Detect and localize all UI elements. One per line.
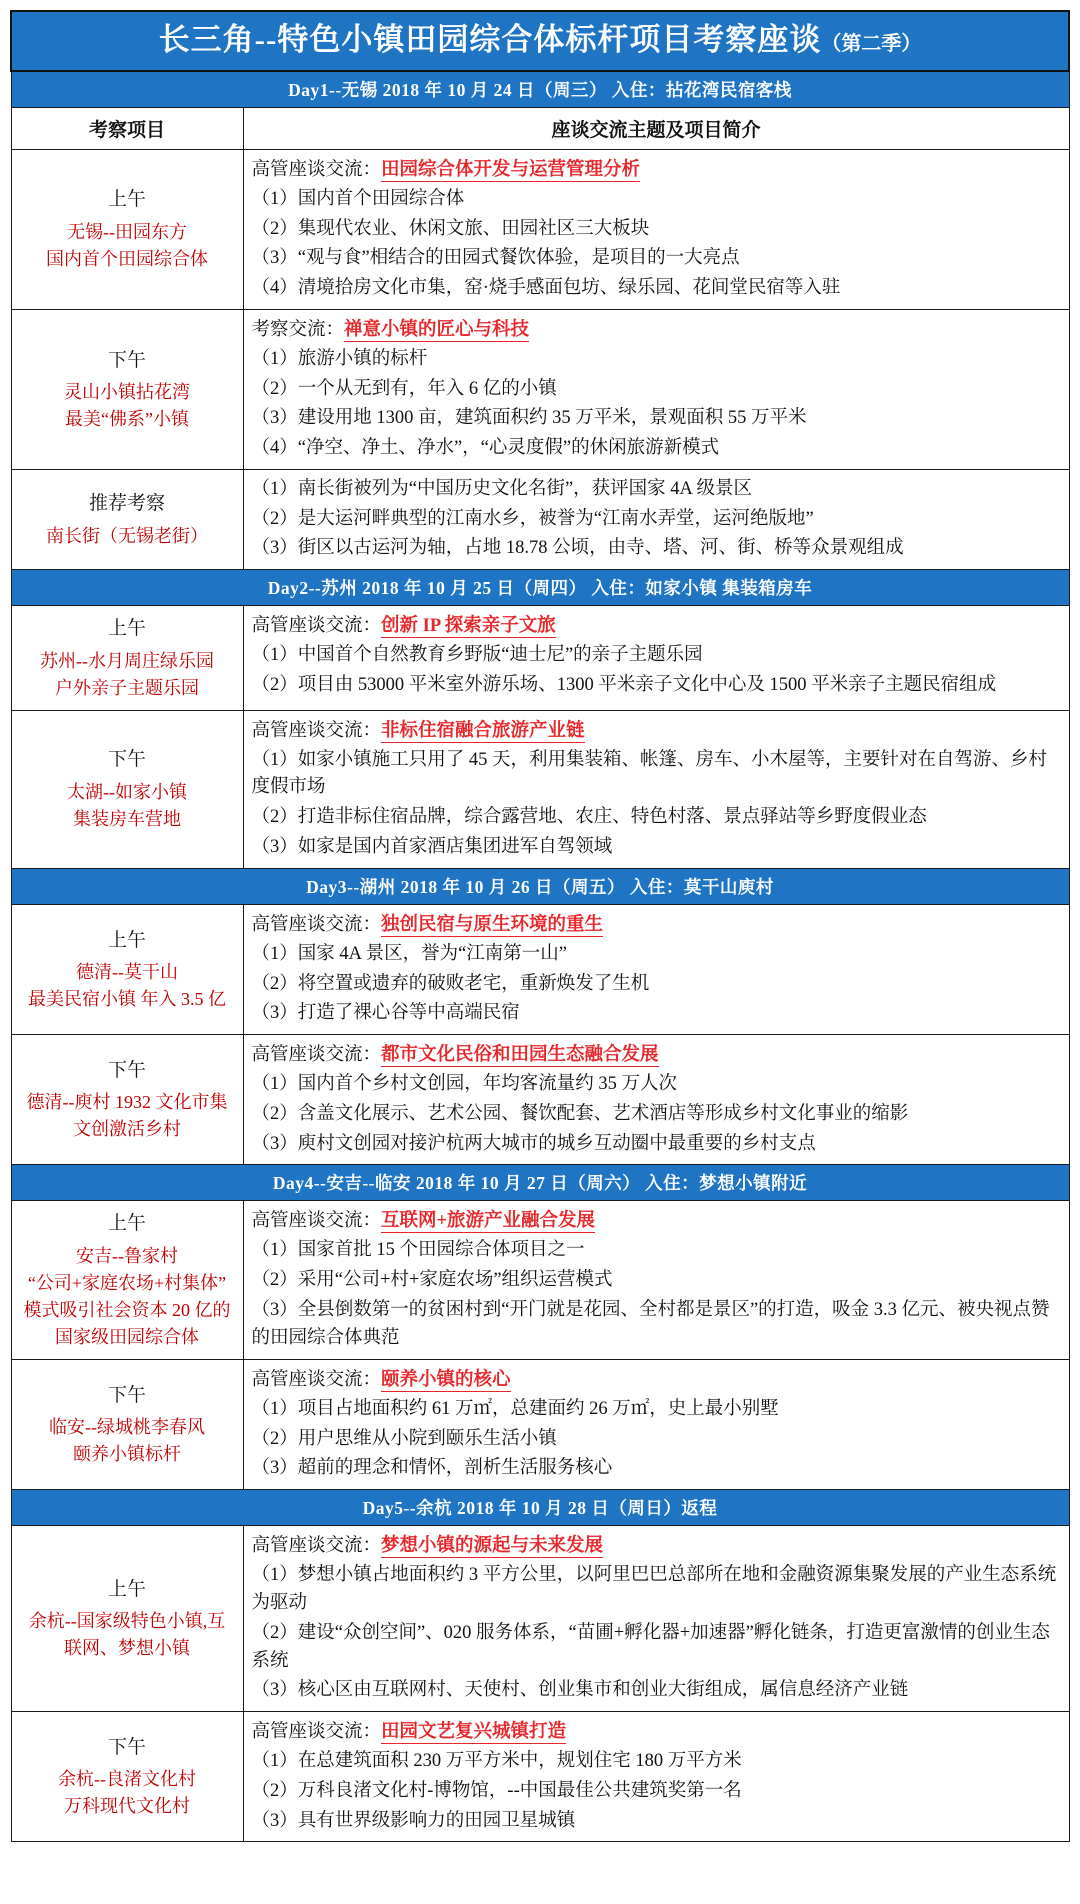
- content-topic: 创新 IP 探索亲子文旅: [381, 616, 556, 637]
- content-item-list: [252, 1562, 1061, 1705]
- session-place: 无锡--田园东方 国内首个田园综合体: [46, 221, 208, 269]
- session-content-cell: [243, 1712, 1069, 1842]
- session-cell: [11, 149, 243, 309]
- session-content-cell: [243, 1201, 1069, 1359]
- session-cell: [11, 710, 243, 868]
- session-content-cell: [243, 149, 1069, 309]
- table-row: [11, 1526, 1069, 1712]
- content-item: （2）万科良渚文化村-博物馆，--中国最佳公共建筑奖第一名: [251, 1780, 742, 1801]
- content-lead: [252, 1041, 1061, 1069]
- session-content-cell: [243, 1035, 1069, 1165]
- table-row: [11, 1035, 1069, 1165]
- content-lead-label: 高管座谈交流：: [251, 1045, 382, 1066]
- content-item-list: [252, 642, 1061, 700]
- content-item: （4）清境拾房文化市集，窑·烧手感面包坊、绿乐园、花间堂民宿等入驻: [251, 278, 841, 298]
- day-banner: [11, 1165, 1069, 1201]
- day-banner: [11, 1490, 1069, 1526]
- table-row: [11, 469, 1069, 569]
- day-banner-text: Day4--安吉--临安 2018 年 10 月 27 日（周六） 入住：梦想小镇附近: [272, 1173, 808, 1194]
- content-item: （3）打造了裸心谷等中高端民宿: [251, 1003, 520, 1024]
- schedule-table: [10, 10, 1070, 1842]
- content-item: （1）如家小镇施工只用了 45 天，利用集装箱、帐篷、房车、小木屋等，主要针对在自驾游、乡村度假市场: [251, 749, 1048, 798]
- content-item-list: [252, 1396, 1061, 1483]
- content-item: （1）南长街被列为“中国历史文化名街”，获评国家 4A 级景区: [251, 478, 753, 499]
- content-item: （3）街区以古运河为轴，占地 18.78 公顷，由寺、塔、河、街、桥等众景观组成: [251, 538, 904, 559]
- content-item-list: [252, 1748, 1061, 1835]
- content-lead-label: 高管座谈交流：: [251, 1536, 382, 1557]
- session-cell: [11, 606, 243, 710]
- content-item: （1）旅游小镇的标杆: [251, 348, 428, 369]
- content-item: （1）项目占地面积约 61 万㎡，总建面约 26 万㎡，史上最小别墅: [251, 1398, 779, 1419]
- content-item: （2）将空置或遗弃的破败老宅，重新焕发了生机: [251, 973, 650, 994]
- document-title: [11, 11, 1069, 71]
- session-place: 余杭--国家级特色小镇,互 联网、梦想小镇: [28, 1611, 226, 1659]
- content-item: （2）是大运河畔典型的江南水乡，被誉为“江南水弄堂，运河绝版地”: [251, 508, 814, 529]
- content-item-list: [252, 186, 1061, 303]
- content-item: （2）建设“众创空间”、020 服务体系，“苗圃+孵化器+加速器”孵化链条，打造更富激情的创业生态系统: [251, 1622, 1050, 1671]
- title-main: 长三角--特色小镇田园综合体标杆项目考察座谈: [158, 22, 822, 57]
- content-item-list: [252, 1237, 1061, 1352]
- session-content-cell: [243, 606, 1069, 710]
- session-place: 苏州--水月周庄绿乐园 户外亲子主题乐园: [40, 650, 214, 698]
- content-item: （2）含盖文化展示、艺术公园、餐饮配套、艺术酒店等形成乡村文化事业的缩影: [251, 1103, 909, 1124]
- content-topic: 田园综合体开发与运营管理分析: [381, 159, 641, 180]
- session-cell: [11, 904, 243, 1034]
- content-item: （3）如家是国内首家酒店集团进军自驾领域: [251, 836, 613, 857]
- session-cell: [11, 1201, 243, 1359]
- session-cell: [11, 1712, 243, 1842]
- day-banner: [11, 71, 1069, 108]
- session-place: 德清--莫干山 最美民宿小镇 年入 3.5 亿: [28, 962, 226, 1010]
- content-lead-label: 考察交流：: [251, 319, 345, 340]
- content-item: （2）一个从无到有，年入 6 亿的小镇: [251, 378, 557, 399]
- content-lead-label: 高管座谈交流：: [251, 616, 382, 637]
- content-lead: [252, 316, 1061, 344]
- content-topic: 非标住宿融合旅游产业链: [381, 720, 585, 741]
- content-item-list: [252, 476, 1061, 563]
- session-cell: [11, 1526, 243, 1712]
- content-item: （3）超前的理念和情怀，剖析生活服务核心: [251, 1458, 613, 1479]
- content-lead-label: 高管座谈交流：: [251, 1211, 382, 1232]
- title-subtitle: （第二季）: [821, 33, 922, 55]
- content-topic: 禅意小镇的匠心与科技: [344, 319, 530, 340]
- table-row: [11, 309, 1069, 469]
- session-place: 安吉--鲁家村 “公司+家庭农场+村集体” 模式吸引社会资本 20 亿的 国家级田园综合体: [23, 1245, 231, 1347]
- session-content-cell: [243, 1359, 1069, 1489]
- session-time: 下午: [107, 349, 146, 371]
- content-item: （2）用户思维从小院到颐乐生活小镇: [251, 1428, 557, 1449]
- content-item: （2）打造非标住宿品牌，综合露营地、农庄、特色村落、景点驿站等乡野度假业态: [251, 807, 927, 828]
- content-topic: 梦想小镇的源起与未来发展: [381, 1536, 604, 1557]
- content-item-list: [252, 346, 1061, 463]
- session-content-cell: [243, 904, 1069, 1034]
- session-time: 下午: [107, 1384, 146, 1406]
- column-header-left: 考察项目: [11, 107, 243, 149]
- content-topic: 都市文化民俗和田园生态融合发展: [381, 1045, 659, 1066]
- content-item: （4）“净空、净土、净水”，“心灵度假”的休闲旅游新模式: [251, 438, 720, 459]
- session-time: 上午: [107, 618, 146, 640]
- session-time: 上午: [107, 1578, 146, 1600]
- session-cell: [11, 469, 243, 569]
- content-lead: [252, 1366, 1061, 1394]
- content-lead-label: 高管座谈交流：: [251, 914, 382, 935]
- content-item: （3）“观与食”相结合的田园式餐饮体验，是项目的一大亮点: [251, 248, 740, 269]
- table-row: [11, 904, 1069, 1034]
- table-row: [11, 1359, 1069, 1489]
- content-lead-label: 高管座谈交流：: [251, 1369, 382, 1390]
- content-lead: [252, 1532, 1061, 1560]
- content-item: （1）国家首批 15 个田园综合体项目之一: [251, 1240, 585, 1261]
- content-item: （2）集现代农业、休闲文旅、田园社区三大板块: [251, 218, 650, 239]
- content-item-list: [252, 941, 1061, 1028]
- table-row: [11, 1712, 1069, 1842]
- table-row: [11, 606, 1069, 710]
- day-banner-text: Day3--湖州 2018 年 10 月 26 日（周五） 入住：莫干山庾村: [306, 876, 774, 897]
- content-item: （1）国家 4A 景区，誉为“江南第一山”: [251, 943, 568, 964]
- day-banner-text: Day1--无锡 2018 年 10 月 24 日（周三） 入住：拈花湾民宿客栈: [288, 79, 792, 100]
- content-item: （3）建设用地 1300 亩，建筑面积约 35 万平米，景观面积 55 万平米: [251, 408, 807, 429]
- session-place: 南长街（无锡老街）: [46, 525, 208, 546]
- content-topic: 独创民宿与原生环境的重生: [381, 914, 604, 935]
- session-time: 下午: [107, 749, 146, 771]
- content-item: （3）全县倒数第一的贫困村到“开门就是花园、全村都是景区”的打造，吸金 3.3 亿元、被央视点赞的田园综合体典范: [251, 1299, 1050, 1348]
- content-item: （3）核心区由互联网村、天使村、创业集市和创业大街组成，属信息经济产业链: [251, 1680, 909, 1701]
- table-row: [11, 149, 1069, 309]
- session-cell: [11, 1035, 243, 1165]
- content-item: （1）在总建筑面积 230 万平方米中，规划住宅 180 万平方米: [251, 1751, 742, 1772]
- session-place: 太湖--如家小镇 集装房车营地: [67, 781, 187, 829]
- session-content-cell: [243, 469, 1069, 569]
- content-topic: 田园文艺复兴城镇打造: [381, 1722, 567, 1743]
- session-place: 临安--绿城桃李春风 颐养小镇标杆: [49, 1417, 205, 1465]
- session-cell: [11, 1359, 243, 1489]
- content-lead: [252, 1207, 1061, 1235]
- session-place: 灵山小镇拈花湾 最美“佛系”小镇: [64, 382, 190, 430]
- session-content-cell: [243, 1526, 1069, 1712]
- session-time: 上午: [107, 189, 146, 211]
- content-item: （1）国内首个田园综合体: [251, 188, 465, 209]
- content-item: （3）庾村文创园对接沪杭两大城市的城乡互动圈中最重要的乡村支点: [251, 1133, 816, 1154]
- content-item: （3）具有世界级影响力的田园卫星城镇: [251, 1810, 576, 1831]
- session-content-cell: [243, 710, 1069, 868]
- session-place: 德清--庾村 1932 文化市集 文创激活乡村: [26, 1092, 228, 1140]
- day-banner-text: Day2--苏州 2018 年 10 月 25 日（周四） 入住：如家小镇 集装箱房车: [267, 578, 813, 599]
- session-time: 下午: [107, 1059, 146, 1081]
- content-item-list: [252, 1071, 1061, 1158]
- content-item: （1）中国首个自然教育乡野版“迪士尼”的亲子主题乐园: [251, 645, 703, 666]
- session-time: 上午: [107, 929, 146, 951]
- content-lead: [252, 1718, 1061, 1746]
- content-item-list: [252, 747, 1061, 862]
- session-content-cell: [243, 309, 1069, 469]
- session-time: 上午: [107, 1213, 146, 1235]
- content-lead: [252, 717, 1061, 745]
- day-banner: [11, 570, 1069, 606]
- session-place: 余杭--良渚文化村 万科现代文化村: [58, 1769, 196, 1817]
- session-time: 推荐考察: [88, 493, 165, 515]
- content-item: （2）采用“公司+村+家庭农场”组织运营模式: [251, 1270, 613, 1291]
- content-item: （2）项目由 53000 平米室外游乐场、1300 平米亲子文化中心及 1500 平米亲子主题民宿组成: [251, 674, 997, 695]
- content-lead-label: 高管座谈交流：: [251, 720, 382, 741]
- table-row: [11, 1201, 1069, 1359]
- content-topic: 颐养小镇的核心: [381, 1369, 511, 1390]
- content-lead: [252, 911, 1061, 939]
- day-banner-text: Day5--余杭 2018 年 10 月 28 日（周日）返程: [362, 1498, 718, 1519]
- content-item: （1）梦想小镇占地面积约 3 平方公里，以阿里巴巴总部所在地和金融资源集聚发展的产业生态系统为驱动: [251, 1565, 1057, 1614]
- day-banner: [11, 868, 1069, 904]
- table-row: [11, 710, 1069, 868]
- content-lead-label: 高管座谈交流：: [251, 1722, 382, 1743]
- content-item: （1）国内首个乡村文创园，年均客流量约 35 万人次: [251, 1074, 678, 1095]
- content-lead: [252, 612, 1061, 640]
- content-topic: 互联网+旅游产业融合发展: [381, 1211, 596, 1232]
- session-time: 下午: [107, 1736, 146, 1758]
- content-lead-label: 高管座谈交流：: [251, 159, 382, 180]
- column-header-right: 座谈交流主题及项目简介: [243, 107, 1069, 149]
- session-cell: [11, 309, 243, 469]
- content-lead: [252, 156, 1061, 184]
